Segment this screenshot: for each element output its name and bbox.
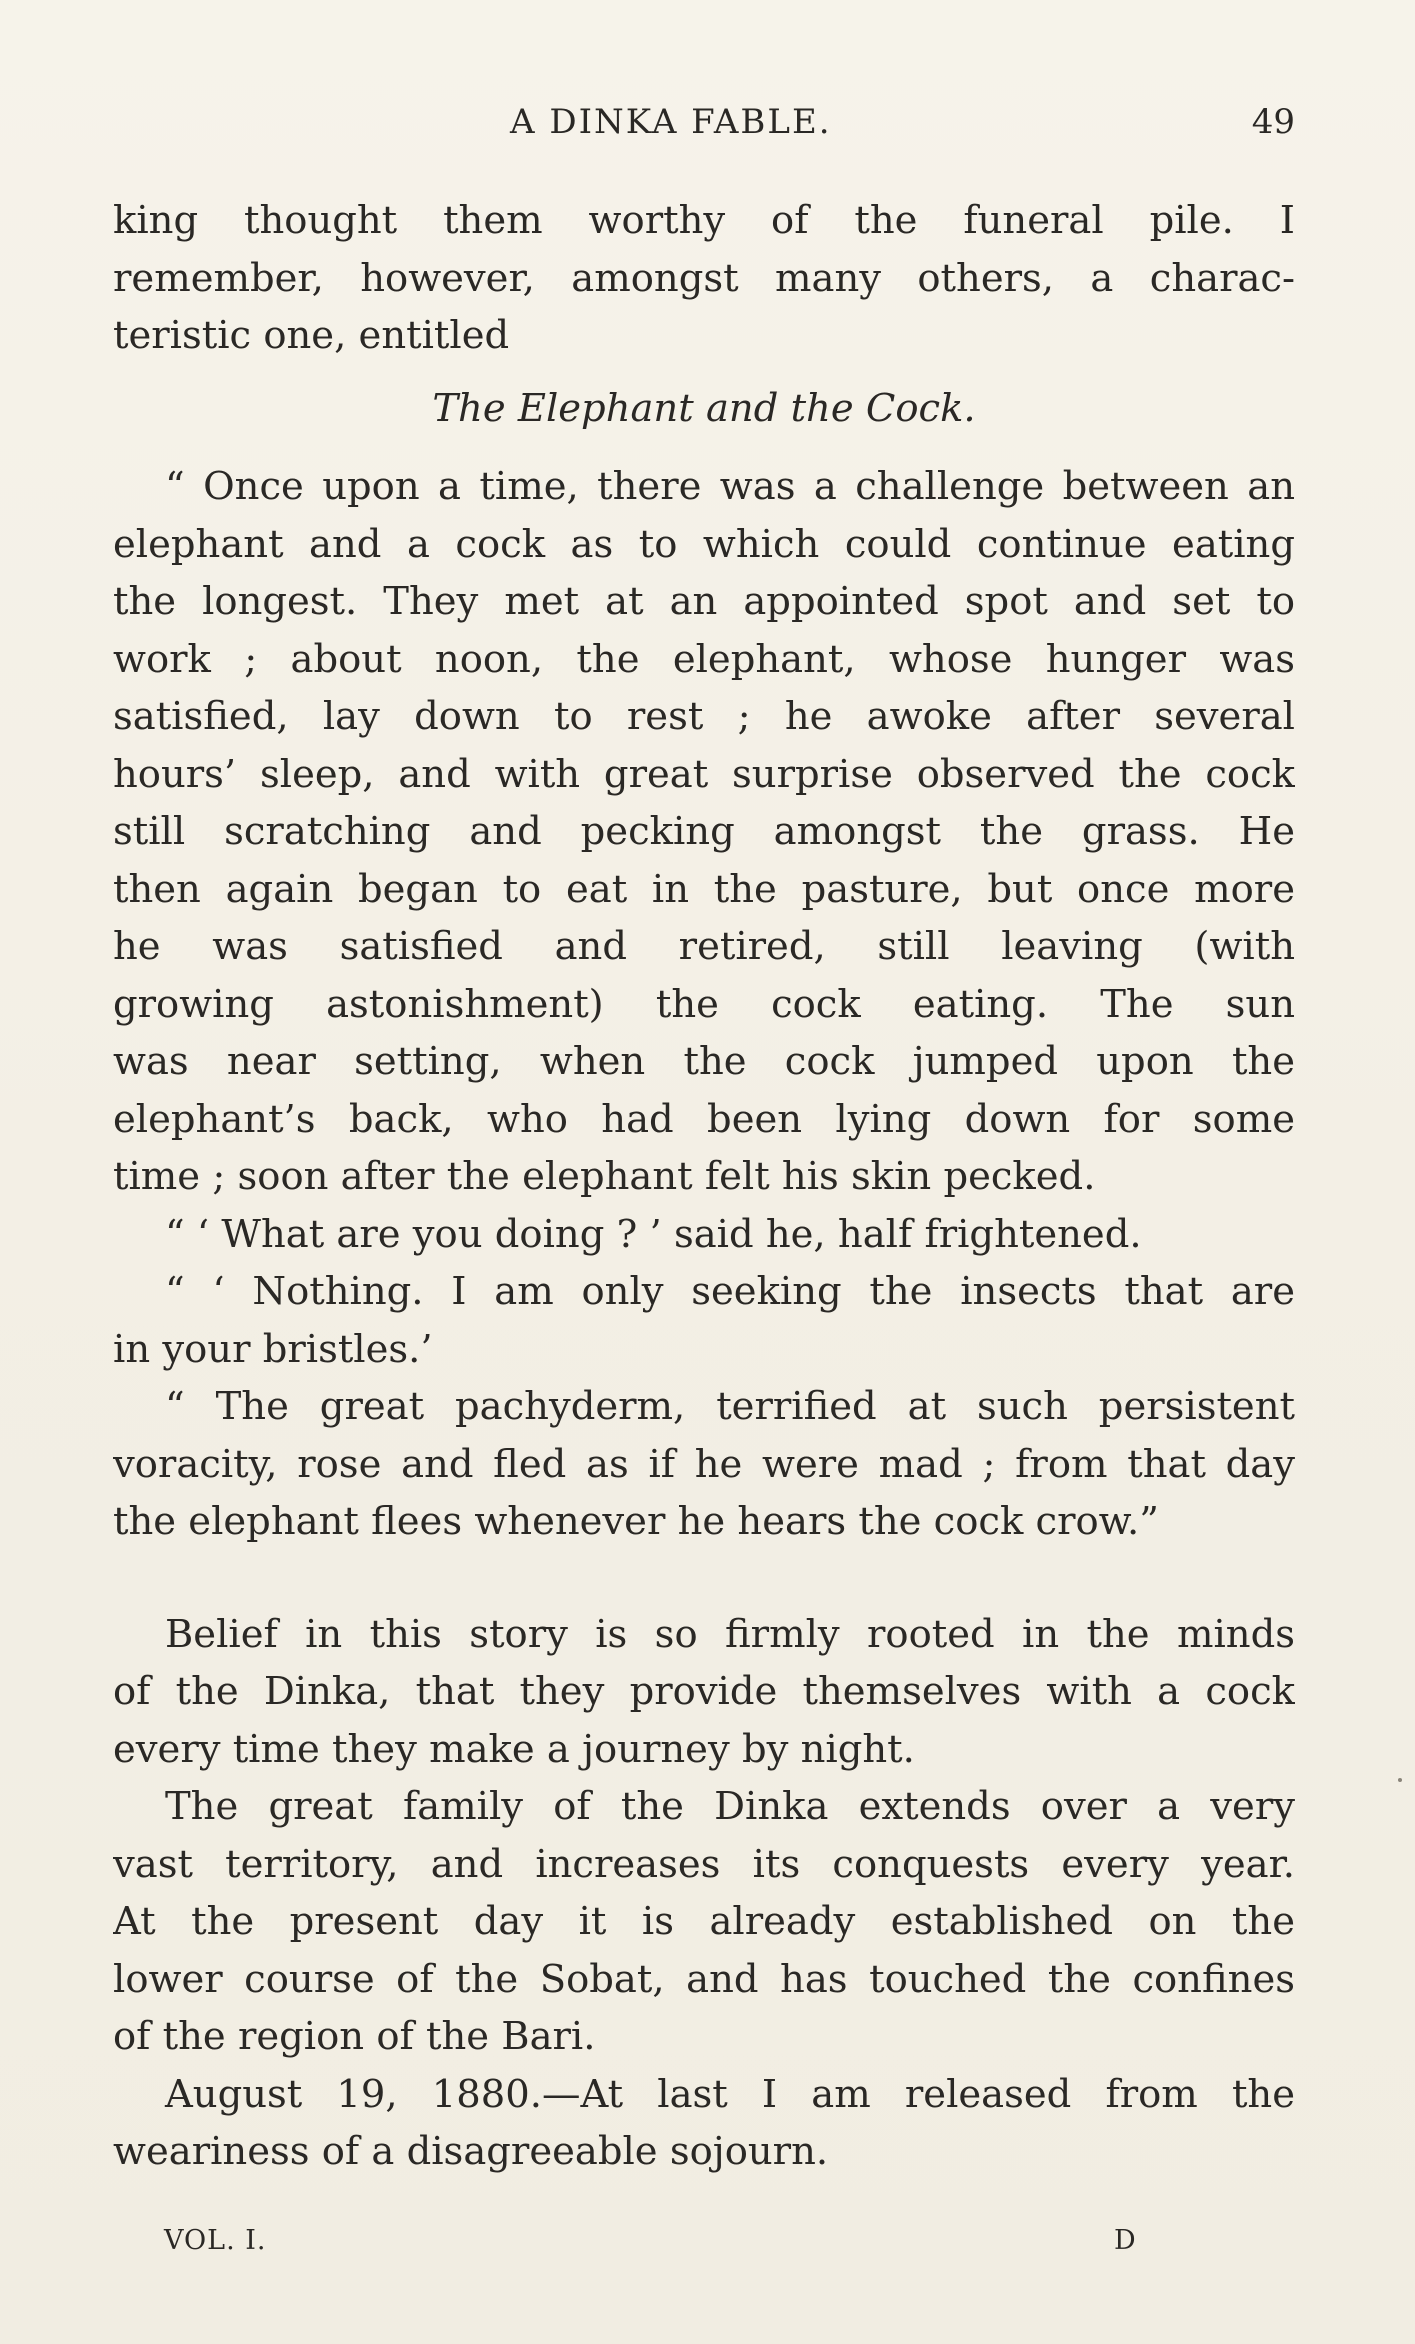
text-line: elephant’s back, who had been lying down for some (113, 1096, 1295, 1142)
text-line: remember, however, amongst many others, a charac- (113, 255, 1295, 301)
text-line: every time they make a journey by night. (113, 1726, 915, 1772)
text-line: weariness of a disagreeable sojourn. (113, 2129, 829, 2174)
text-line: Belief in this story is so firmly rooted in the minds (165, 1611, 1295, 1657)
text-line: time ; soon after the elephant felt his skin pecked. (113, 1154, 1096, 1199)
text-line: The great family of the Dinka extends over a very (165, 1784, 1295, 1829)
text-line: “ ‘ What are you doing ? ’ said he, half frightened. (165, 1211, 1142, 1257)
text-line: “ Once upon a time, there was a challenge between an (165, 464, 1295, 509)
text-line: “ ‘ Nothing. I am only seeking the insects that are (165, 1269, 1295, 1314)
text-line: growing astonishment) the cock eating. The sun (113, 981, 1295, 1027)
signature-mark: D (1114, 2225, 1136, 2256)
text-line: August 19, 1880.—At last I am released from the (165, 2071, 1295, 2117)
text-line: the elephant flees whenever he hears the cock crow.” (113, 1499, 1159, 1544)
paper-speck (1398, 1778, 1402, 1782)
text-line: of the Dinka, that they provide themselves with a cock (113, 1669, 1295, 1714)
text-line: hours’ sleep, and with great surprise observed the cock (113, 751, 1295, 797)
text-line: then again began to eat in the pasture, but once more (113, 866, 1295, 912)
text-line: was near setting, when the cock jumped upon the (113, 1039, 1295, 1084)
text-line: king thought them worthy of the funeral pile. I (113, 198, 1295, 243)
text-line: satisfied, lay down to rest ; he awoke after several (113, 694, 1295, 739)
text-line: he was satisfied and retired, still leaving (with (113, 924, 1295, 969)
text-line: vast territory, and increases its conquests every year. (113, 1841, 1295, 1887)
text-line: work ; about noon, the elephant, whose hunger was (113, 636, 1295, 682)
text-line: the longest. They met at an appointed spot and set to (113, 579, 1295, 624)
text-line: of the region of the Bari. (113, 2014, 596, 2059)
volume-marker: VOL. I. (164, 2225, 267, 2256)
text-line: elephant and a cock as to which could continue eating (113, 521, 1295, 567)
text-line: lower course of the Sobat, and has touched the confines (113, 1956, 1295, 2002)
body-text (113, 192, 1295, 2181)
page-number: 49 (1251, 102, 1295, 142)
paragraph-gap (113, 1551, 1295, 1606)
running-head: A DINKA FABLE. (510, 102, 832, 142)
text-line: in your bristles.’ (113, 1326, 433, 1372)
text-line: “ The great pachyderm, terrified at such persistent (165, 1384, 1295, 1429)
text-line: At the present day it is already established on the (113, 1899, 1295, 1944)
text-line: still scratching and pecking amongst the grass. He (113, 809, 1295, 854)
text-line: teristic one, entitled (113, 313, 510, 358)
text-line: voracity, rose and fled as if he were mad ; from that day (113, 1441, 1295, 1487)
fable-title: The Elephant and the Cock. (432, 385, 976, 431)
